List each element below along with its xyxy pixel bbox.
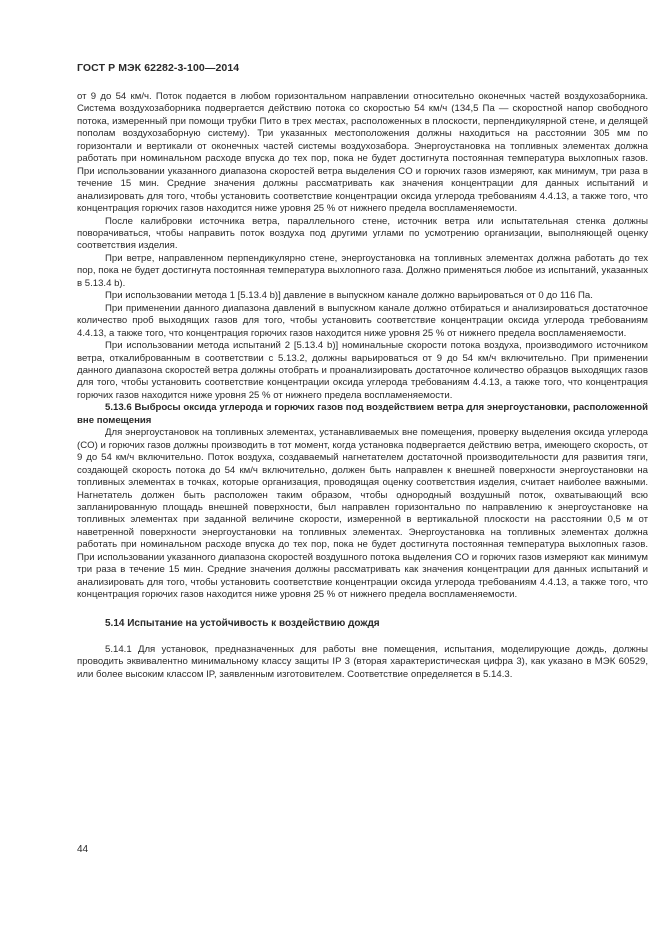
paragraph: 5.14.1 Для установок, предназначенных для работы вне помещения, испытания, моделирующие дождь, должны проводить эквивалентно минимальному классу защиты IP 3 (вторая характеристическая цифра 3), как указано в МЭК 60529, или более высоким классом IP, заявленным изготовителем. Соответствие определяется в 5.14.3. [77,644,648,680]
paragraph: При применении данного диапазона давлений в выпускном канале должно отбираться и анализироваться достаточное количество проб выходящих газов для того, чтобы установить соответствие концентрации оксида углерода требованиям 4.4.13, а также того, что концентрация горючих газов находится ниже уровня 25 % от нижнего предела воспламеняемости. [77,302,648,339]
paragraph: При ветре, направленном перпендикулярно стене, энергоустановка на топливных элементах должна работать до тех пор, пока не будет достигнута постоянная температура выхлопного газа. Должно применяться любое из испытаний, указанных в 5.13.4 b). [77,252,648,289]
paragraph: При использовании метода испытаний 2 [5.13.4 b)] номинальные скорости потока воздуха, производимого источником ветра, откалиброванным в соответствии с 5.13.2, должны варьироваться от 9 до 54 км/ч включительно. При применении данного диапазона скоростей ветра должны отобрать и проанализировать достаточное количество образцов выходящих газов для того, чтобы установить соответствие концентрации оксида углерода требованиям 4.4.13, а также того, что концентрация горючих газов находится ниже уровня 25 % от нижнего предела воспламеняемости. [77,340,648,401]
paragraph: от 9 до 54 км/ч. Поток подается в любом горизонтальном направлении относительно оконечных частей воздухозаборника. Система воздухозаборника подвергается действию потока со скоростью 54 км/ч (134,5 Па — скоростной напор свободного потока, измеренный при помощи трубки Пито в трех местах, расположенных в плоскости, перпендикулярной стене, и делящей пополам воздухозаборную систему). Три указанных местоположения должны находиться на расстоянии 305 мм по горизонтали и вертикали от оконечных частей системы воздухозабора. Энергоустановка на топливных элементах должна работать при номинальном расходе впуска до тех пор, пока не будет достигнута постоянная температура выхлопных газов. При использовании указанного диапазона скоростей ветра выделения CO и горючих газов измеряют, как минимум, три раза в течение 15 мин. Средние значения должны рассматривать как значения концентрации для данных испытаний и анализировать для того, чтобы установить соответствие концентрации оксида углерода требованиям 4.4.13, а также того, что концентрация горючих газов находится ниже уровня 25 % от нижнего предела воспламеняемости. [77,91,648,215]
paragraph: Для энергоустановок на топливных элементах, устанавливаемых вне помещения, проверку выделения оксида углерода (CO) и горючих газов должны производить в тот момент, когда установка подвергается действию ветра, имеющего скорость, от 9 до 54 км/ч включительно. Поток воздуха, создаваемый нагнетателем достаточной производительности для развития тяги, создающей скорость потока до 54 км/ч включительно, должен быть направлен к внешней поверхности энергоустановки на топливных элементах в точках, которые организация, проводящая оценку соответствия изделия, считает наиболее важными. Нагнетатель должен быть расположен таким образом, чтобы однородный воздушный поток, охватывающий всю запланированную площадь внешней поверхности, был направлен горизонтально по направлению к энергоустановке на топливных элементах при заданной величине скорости, измеренной в вертикальной плоскости на расстоянии 0,5 м от наветренной поверхности энергоустановки на топливных элементах. Энергоустановка на топливных элементах должна работать при номинальном расходе впуска до тех пор, пока не будет достигнута постоянная температура выхлопных газов. При использовании указанного диапазона скоростей воздушного потока выделения CO и горючих газов измеряют как минимум три раза в течение 15 мин. Средние значения должны рассматривать как значения концентрации для данных испытаний и анализировать для того, чтобы установить соответствие концентрации оксида углерода требованиям 4.4.13, а также того, что концентрация горючих газов находится ниже уровня 25 % от нижнего предела воспламеняемости. [77,427,648,601]
page-number: 44 [77,844,89,855]
document-body [77,91,648,681]
subsection-heading: 5.13.6 Выбросы оксида углерода и горючих газов под воздействием ветра для энергоустановки, расположенной вне помещения [77,402,648,426]
paragraph: После калибровки источника ветра, параллельного стене, источник ветра или испытательная стенка должны поворачиваться, чтобы направить поток воздуха под другими углами по усмотрению организации, выполняющей оценку соответствия изделия. [77,215,648,252]
document-header: ГОСТ Р МЭК 62282-3-100—2014 [77,62,240,74]
paragraph: При использовании метода 1 [5.13.4 b)] давление в выпускном канале должно варьироваться от 0 до 116 Па. [105,290,593,302]
section-heading: 5.14 Испытание на устойчивость к воздействию дождя [105,617,380,629]
